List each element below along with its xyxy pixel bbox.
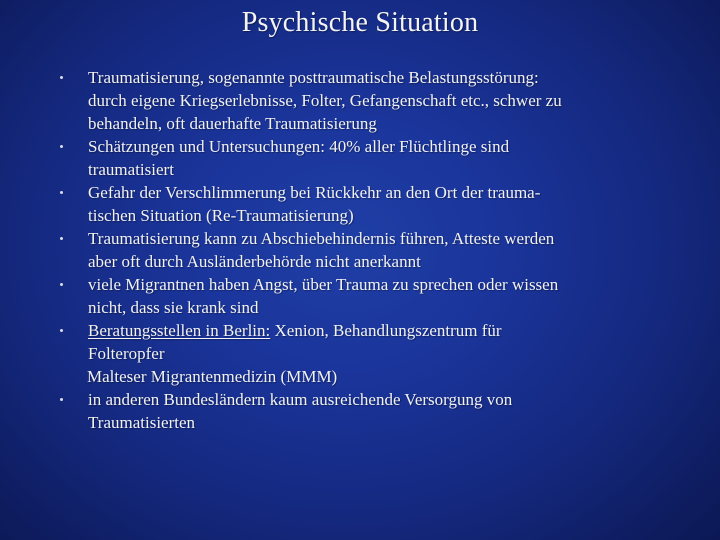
bullet-list (0, 66, 720, 434)
bullet-text-line: in anderen Bundesländern kaum ausreichende Versorgung von (88, 390, 513, 409)
bullet-dot-icon (60, 145, 63, 148)
bullet-text-line: tischen Situation (Re-Traumatisierung) (88, 206, 354, 225)
bullet-dot-icon (60, 191, 63, 194)
bullet-dot-icon (60, 398, 63, 401)
bullet-text-line: Gefahr der Verschlimmerung bei Rückkehr an den Ort der trauma- (88, 183, 541, 202)
bullet-item-other-states (0, 388, 720, 434)
bullet-item-fear (0, 273, 720, 319)
bullet-text-line: Schätzungen und Untersuchungen: 40% aller Flüchtlinge sind (88, 137, 510, 156)
bullet-item-estimates (0, 135, 720, 181)
bullet-text-line: behandeln, oft dauerhafte Traumatisierung (88, 114, 377, 133)
bullet-text-line: durch eigene Kriegserlebnisse, Folter, Gefangenschaft etc., schwer zu (88, 91, 562, 110)
slide-title: Psychische Situation (241, 7, 479, 38)
bullet-item-retraumatization (0, 181, 720, 227)
bullet-text-line: Traumatisierung, sogenannte posttraumatische Belastungsstörung: (88, 68, 539, 87)
bullet-text-line: viele Migrantnen haben Angst, über Trauma zu sprechen oder wissen (88, 275, 559, 294)
bullet-text-line: Traumatisierten (88, 413, 196, 432)
bullet-text-line (88, 319, 672, 342)
bullet-dot-icon (60, 329, 63, 332)
bullet-text-line: nicht, dass sie krank sind (88, 298, 259, 317)
bullet-item-counseling (0, 319, 720, 365)
bullet-item-deportation (0, 227, 720, 273)
bullet-text-line: Traumatisierung kann zu Abschiebehindernis führen, Atteste werden (88, 229, 555, 248)
continuation-line: Malteser Migrantenmedizin (MMM) (87, 367, 338, 386)
counseling-first-line: Xenion, Behandlungszentrum für (270, 321, 502, 340)
bullet-text-line: traumatisiert (88, 160, 174, 179)
bullet-text-line: Folteropfer (88, 344, 165, 363)
bullet-text-line: aber oft durch Ausländerbehörde nicht anerkannt (88, 252, 421, 271)
counseling-heading: Beratungsstellen in Berlin: (88, 321, 271, 340)
bullet-dot-icon (60, 76, 63, 79)
bullet-item-trauma (0, 66, 720, 135)
bullet-dot-icon (60, 283, 63, 286)
bullet-dot-icon (60, 237, 63, 240)
